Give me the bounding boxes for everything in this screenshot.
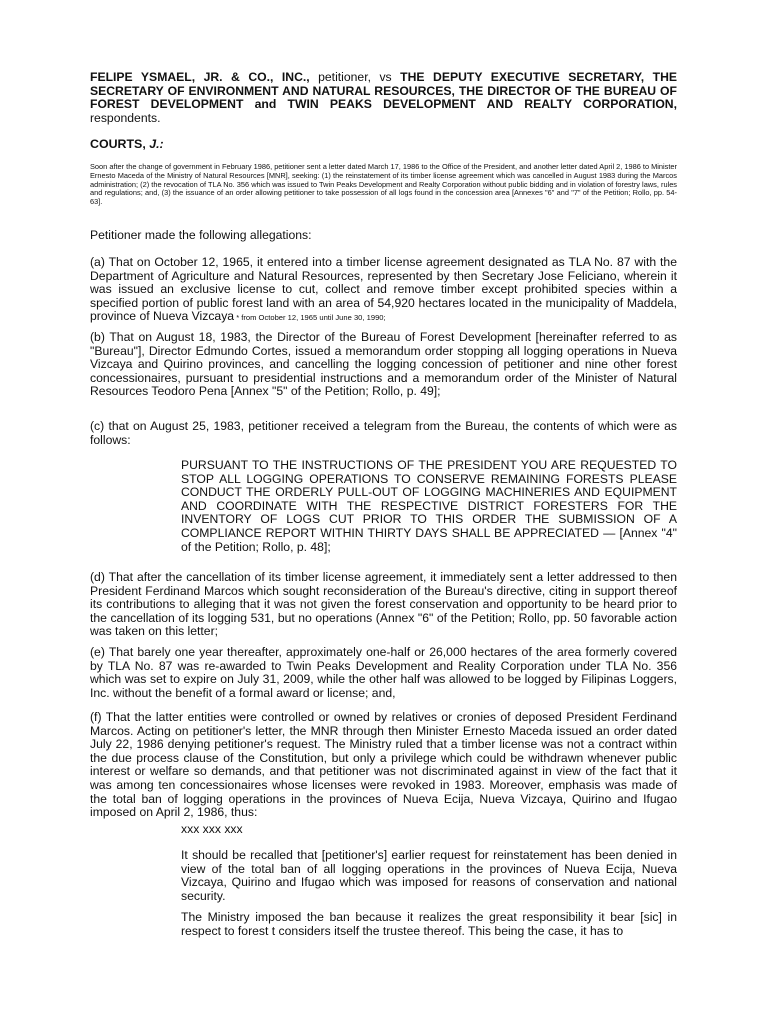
- respondents-role: respondents.: [90, 110, 161, 125]
- respondents-names: THE DEPUTY EXECUTIVE SECRETARY, THE SECRETARY OF ENVIRONMENT AND NATURAL RESOURCES, THE DIRECTOR OF THE BUREAU OF FOREST DEVELOPMENT and TWIN PEAKS DEVELOPMENT AND REALTY CORPORATION,: [90, 70, 677, 112]
- ministry-quote-1: It should be recalled that [petitioner's] earlier request for reinstatement has been denied in view of the total ban of all logging operations in the provinces of Nueva Ecija, Nueva Vizcaya, Quirino and Ifugao which was imposed for reasons of conservation and national security.: [181, 848, 677, 903]
- petitioner-name: FELIPE YSMAEL, JR. & CO., INC.,: [90, 70, 310, 84]
- case-summary: Soon after the change of government in February 1986, petitioner sent a letter dated March 17, 1986 to the Office of the President, and another letter dated April 2, 1986 to Minister Ernesto Maceda of the Ministry of Natural Resources [MNR], seeking: (1) the reinstatement of its timber license agreement which was cancelled in August 1983 during the Marcos administration; (2) the revocation of TLA No. 356 which was issued to Twin Peaks Development and Realty Corporation without public bidding and in violation of forestry laws, rules and regulations; and, (3) the issuance of an order allowing petitioner to take possession of all logs found in the concession area [Annexes "6" and "7" of the Petition; Rollo, pp. 54-63].: [90, 162, 677, 207]
- ponente: [90, 137, 164, 151]
- ponente-name: COURTS,: [90, 137, 150, 151]
- ministry-quote-2: The Ministry imposed the ban because it realizes the great responsibility it bear [sic] in respect to forest t considers itself the trustee thereof. This being the case, it has to: [181, 910, 677, 938]
- telegram-quote: PURSUANT TO THE INSTRUCTIONS OF THE PRESIDENT YOU ARE REQUESTED TO STOP ALL LOGGING OPERATIONS TO CONSERVE REMAINING FORESTS PLEASE CONDUCT THE ORDERLY PULL-OUT OF LOGGING MACHINERIES AND EQUIPMENT AND COORDINATE WITH THE RESPECTIVE DISTRICT FORESTERS FOR THE INVENTORY OF LOGS CUT PRIOR TO THIS ORDER THE SUBMISSION OF A COMPLIANCE REPORT WITHIN THIRTY DAYS SHALL BE APPRECIATED — [Annex "4" of the Petition; Rollo, p. 48];: [181, 458, 677, 554]
- allegation-e: (e) That barely one year thereafter, approximately one-half or 26,000 hectares of the area formerly covered by TLA No. 87 was re-awarded to Twin Peaks Development and Reality Corporation under TLA No. 356 which was set to expire on July 31, 2009, while the other half was allowed to be logged by Filipinas Loggers, Inc. without the benefit of a formal award or license; and,: [90, 645, 677, 700]
- allegations-intro: Petitioner made the following allegations:: [90, 228, 312, 242]
- allegation-a-text: (a) That on October 12, 1965, it entered into a timber license agreement designated as TLA No. 87 with the Department of Agriculture and Natural Resources, represented by then Secretary Jose Feliciano, wherein it was issued an exclusive license to cut, collect and remove timber except prohibited species within a specified portion of public forest land with an area of 54,920 hectares located in the municipality of Maddela, province of Nueva Vizcaya: [90, 255, 677, 324]
- allegation-c: (c) that on August 25, 1983, petitioner received a telegram from the Bureau, the contents of which were as follows:: [90, 419, 677, 447]
- allegation-b: (b) That on August 18, 1983, the Director of the Bureau of Forest Development [hereinafter referred to as "Bureau"], Director Edmundo Cortes, issued a memorandum order stopping all logging operations in Nueva Vizcaya and Quirino provinces, and cancelling the logging concession of petitioner and nine other forest concessionaires, pursuant to presidential instructions and a memorandum order of the Minister of Natural Resources Teodoro Pena [Annex "5" of the Petition; Rollo, p. 49];: [90, 330, 677, 399]
- allegation-d: (d) That after the cancellation of its timber license agreement, it immediately sent a letter addressed to then President Ferdinand Marcos which sought reconsideration of the Bureau's directive, citing in support thereof its contributions to alleging that it was not given the forest conservation and opportunity to be heard prior to the cancellation of its logging 531, but no operations (Annex "6" of the Petition; Rollo, pp. 50 favorable action was taken on this letter;: [90, 570, 677, 639]
- allegation-f: (f) That the latter entities were controlled or owned by relatives or cronies of deposed President Ferdinand Marcos. Acting on petitioner's letter, the MNR through then Minister Ernesto Maceda issued an order dated July 22, 1986 denying petitioner's request. The Ministry ruled that a timber license was not a contract within the due process clause of the Constitution, but only a privilege which could be withdrawn whenever public interest or welfare so demands, and that petitioner was not discriminated against in view of the fact that it was among ten concessionaires whose licenses were revoked in 1983. Moreover, emphasis was made of the total ban of logging operations in the provinces of Nueva Ecija, Nueva Vizcaya, Quirino and Ifugao imposed on April 2, 1986, thus:: [90, 710, 677, 820]
- omission-marker: xxx xxx xxx: [181, 822, 243, 836]
- allegation-a: [90, 256, 677, 325]
- ponente-title: J.:: [149, 137, 164, 151]
- case-caption: [90, 71, 677, 125]
- petitioner-role: petitioner, vs: [309, 70, 401, 84]
- allegation-a-note: * from October 12, 1965 until June 30, 1990;: [234, 313, 386, 323]
